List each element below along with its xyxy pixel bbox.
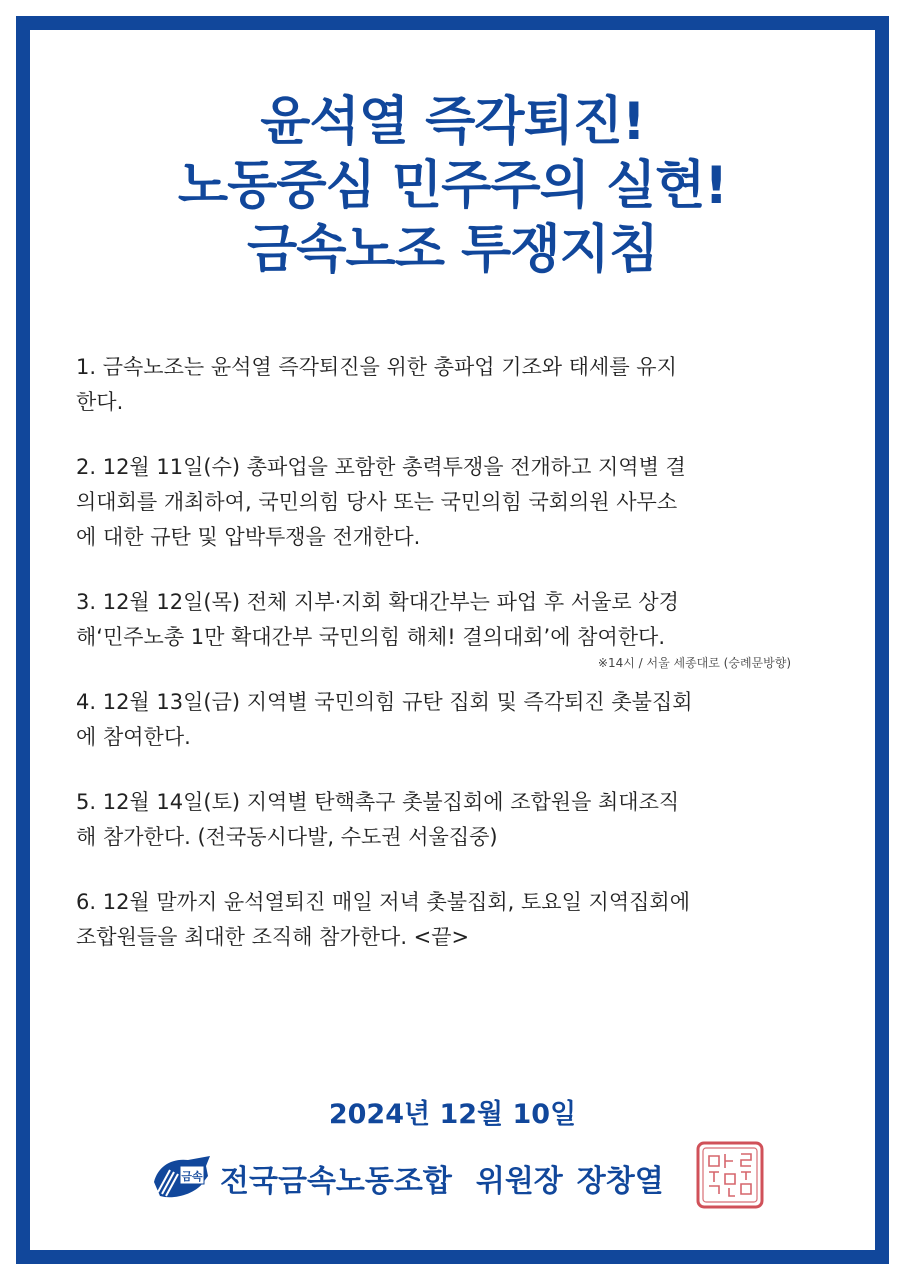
logo-text: 금속 xyxy=(181,1170,203,1183)
guideline-item-2 xyxy=(76,450,791,555)
item-line: 4. 12월 13일(금) 지역별 국민의힘 규탄 집회 및 즉각퇴진 촛불집회 xyxy=(76,690,693,714)
guideline-item-1 xyxy=(76,350,791,420)
item-line: 에 참여한다. xyxy=(76,725,191,749)
item-line: 3. 12월 12일(목) 전체 지부·지회 확대간부는 파업 후 서울로 상경 xyxy=(76,590,679,614)
page-title xyxy=(0,90,905,282)
item-line: 6. 12월 말까지 윤석열퇴진 매일 저녁 촛불집회, 토요일 지역집회에 xyxy=(76,890,690,914)
item-line: 한다. xyxy=(76,390,124,414)
official-seal-stamp xyxy=(695,1140,765,1210)
union-logo-icon xyxy=(150,1152,212,1204)
guideline-item-6 xyxy=(76,885,791,955)
guideline-item-5 xyxy=(76,785,791,855)
guideline-list xyxy=(76,350,791,955)
guideline-item-3 xyxy=(76,585,791,655)
item-line: 의대회를 개최하여, 국민의힘 당사 또는 국민의힘 국회의원 사무소 xyxy=(76,490,678,514)
item-line: 5. 12월 14일(토) 지역별 탄핵촉구 촛불집회에 조합원을 최대조직 xyxy=(76,790,680,814)
signature-block xyxy=(150,1148,664,1208)
item-line: 해 참가한다. (전국동시다발, 수도권 서울집중) xyxy=(76,825,498,849)
item-line: 해‘민주노총 1만 확대간부 국민의힘 해체! 결의대회’에 참여한다. xyxy=(76,625,666,649)
title-line-2: 노동중심 민주주의 실현! xyxy=(177,156,728,216)
item-line: 에 대한 규탄 및 압박투쟁을 전개한다. xyxy=(76,525,421,549)
item-3-note: ※14시 / 서울 세종대로 (숭례문방향) xyxy=(597,656,791,670)
title-line-1: 윤석열 즉각퇴진! xyxy=(260,92,645,152)
title-line-3: 금속노조 투쟁지침 xyxy=(247,220,658,280)
chair-name: 장창열 xyxy=(576,1164,664,1199)
issue-date: 2024년 12월 10일 xyxy=(328,1099,577,1130)
union-name: 전국금속노동조합 xyxy=(220,1164,452,1199)
chair-title: 위원장 xyxy=(475,1164,563,1199)
item-line: 2. 12월 11일(수) 총파업을 포함한 총력투쟁을 전개하고 지역별 결 xyxy=(76,455,686,479)
guideline-item-4 xyxy=(76,685,791,755)
item-line: 조합원들을 최대한 조직해 참가한다. <끝> xyxy=(76,925,470,949)
item-line: 1. 금속노조는 윤석열 즉각퇴진을 위한 총파업 기조와 태세를 유지 xyxy=(76,355,677,379)
